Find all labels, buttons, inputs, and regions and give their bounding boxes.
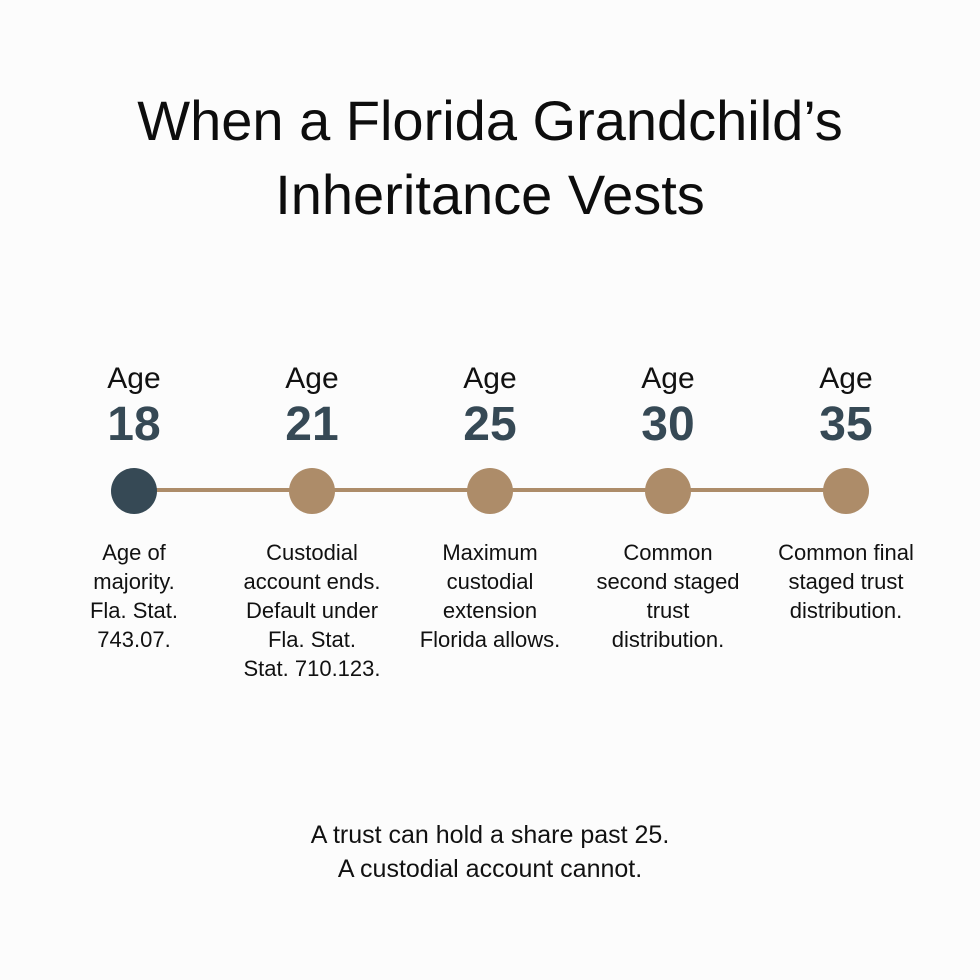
description-line: staged trust [788,569,904,594]
description-line: 743.07. [97,627,171,652]
milestone-description [583,538,753,654]
milestone-age-18 [49,350,219,654]
age-number: 21 [285,398,339,451]
description-line: Default under [245,598,379,623]
description-line: extension [442,598,538,623]
age-label: Age [285,362,339,395]
description-line: Florida allows. [419,627,561,652]
page-title [0,84,980,232]
milestone-age-30 [583,350,753,654]
description-line: custodial [446,569,534,594]
description-line: Fla. Stat. [267,627,357,652]
timeline-dot [467,468,513,514]
age-number: 25 [463,398,517,451]
description-line: Common [623,540,713,565]
age-timeline [0,350,980,690]
milestone-description [761,538,931,625]
milestone-description [405,538,575,654]
footer-line-2: A custodial account cannot. [337,855,643,883]
description-line: Common final [778,540,914,565]
age-number: 30 [641,398,695,451]
age-number: 18 [107,398,161,451]
title-line-2: Inheritance Vests [275,163,705,226]
timeline-dot [111,468,157,514]
milestone-age-25 [405,350,575,654]
title-line-1: When a Florida Grandchild’s [137,89,843,152]
footer-line-1: A trust can hold a share past 25. [310,821,670,849]
description-line: second staged [596,569,740,594]
milestone-description [227,538,397,683]
description-line: Fla. Stat. [89,598,179,623]
description-line: Age of [102,540,166,565]
description-line: Maximum [442,540,538,565]
age-label: Age [107,362,161,395]
age-number: 35 [819,398,873,451]
description-line: distribution. [789,598,903,623]
description-line: distribution. [611,627,725,652]
description-line: Custodial [266,540,358,565]
timeline-dot [289,468,335,514]
age-label: Age [641,362,695,395]
description-line: majority. [93,569,175,594]
timeline-dot [645,468,691,514]
milestone-age-35 [761,350,931,625]
timeline-dot [823,468,869,514]
milestone-description [49,538,219,654]
milestone-age-21 [227,350,397,683]
footer-note [0,818,980,886]
age-label: Age [819,362,873,395]
description-line: account ends. [243,569,381,594]
description-line: Stat. 710.123. [243,656,381,681]
description-line: trust [646,598,690,623]
age-label: Age [463,362,517,395]
